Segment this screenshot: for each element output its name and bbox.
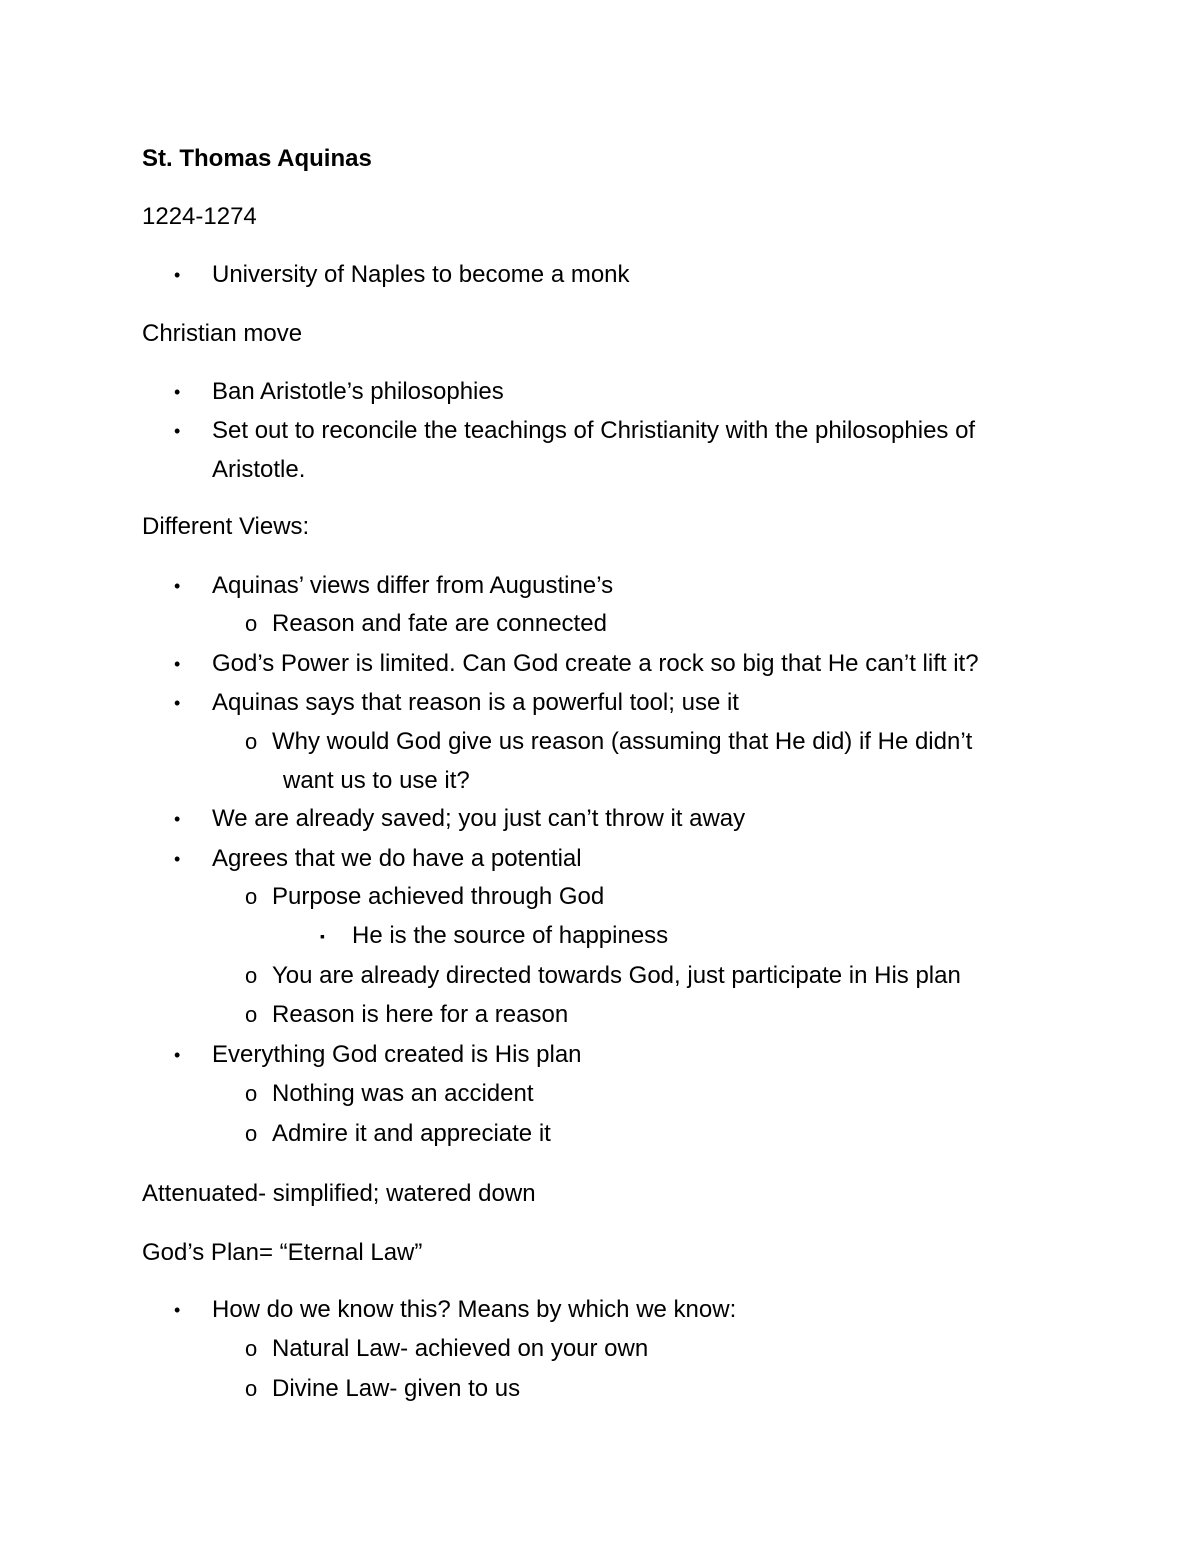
circle-marker: o: [245, 963, 258, 988]
list-item: Aquinas says that reason is a powerful tool; use it: [212, 689, 739, 716]
bullet-marker: •: [174, 654, 181, 674]
list-item: Set out to reconcile the teachings of Christianity with the philosophies of: [212, 417, 976, 444]
circle-marker: o: [245, 729, 258, 754]
list-item: Divine Law- given to us: [272, 1375, 521, 1402]
section-heading-views: Different Views:: [142, 513, 310, 540]
dates-line: 1224-1274: [142, 203, 257, 230]
list-item: God’s Power is limited. Can God create a rock so big that He can’t lift it?: [212, 650, 979, 677]
bullet-marker: •: [174, 265, 181, 285]
circle-marker: o: [245, 611, 258, 636]
list-item: We are already saved; you just can’t throw it away: [212, 805, 746, 832]
circle-marker: o: [245, 884, 258, 909]
bullet-marker: •: [174, 1045, 181, 1065]
list-item: Everything God created is His plan: [212, 1041, 582, 1068]
bullet-marker: •: [174, 849, 181, 869]
circle-marker: o: [245, 1002, 258, 1027]
bullet-marker: •: [174, 576, 181, 596]
square-marker: ▪: [320, 928, 325, 944]
list-item: How do we know this? Means by which we know:: [212, 1296, 737, 1323]
list-item: Purpose achieved through God: [272, 883, 605, 910]
list-item: You are already directed towards God, just participate in His plan: [272, 962, 961, 989]
list-item-continuation: Aristotle.: [212, 456, 306, 483]
list-item: Reason is here for a reason: [272, 1001, 569, 1028]
list-item: Reason and fate are connected: [272, 610, 607, 637]
circle-marker: o: [245, 1336, 258, 1361]
list-item: Ban Aristotle’s philosophies: [212, 378, 504, 405]
list-item: Nothing was an accident: [272, 1080, 534, 1107]
bullet-marker: •: [174, 693, 181, 713]
list-item: University of Naples to become a monk: [212, 261, 630, 288]
list-item: Why would God give us reason (assuming that He did) if He didn’t: [272, 728, 973, 755]
bullet-marker: •: [174, 421, 181, 441]
bullet-marker: •: [174, 1300, 181, 1320]
list-item: Aquinas’ views differ from Augustine’s: [212, 572, 614, 599]
section-heading-christian: Christian move: [142, 320, 303, 347]
circle-marker: o: [245, 1081, 258, 1106]
bullet-marker: •: [174, 809, 181, 829]
list-item: He is the source of happiness: [352, 922, 669, 949]
list-item: Natural Law- achieved on your own: [272, 1335, 649, 1362]
gods-plan-heading: God’s Plan= “Eternal Law”: [142, 1239, 423, 1266]
list-item-continuation: want us to use it?: [283, 767, 470, 794]
circle-marker: o: [245, 1376, 258, 1401]
list-item: Admire it and appreciate it: [272, 1120, 551, 1147]
attenuated-definition: Attenuated- simplified; watered down: [142, 1180, 536, 1207]
list-item: Agrees that we do have a potential: [212, 845, 582, 872]
document-title: St. Thomas Aquinas: [142, 145, 372, 172]
bullet-marker: •: [174, 382, 181, 402]
circle-marker: o: [245, 1121, 258, 1146]
